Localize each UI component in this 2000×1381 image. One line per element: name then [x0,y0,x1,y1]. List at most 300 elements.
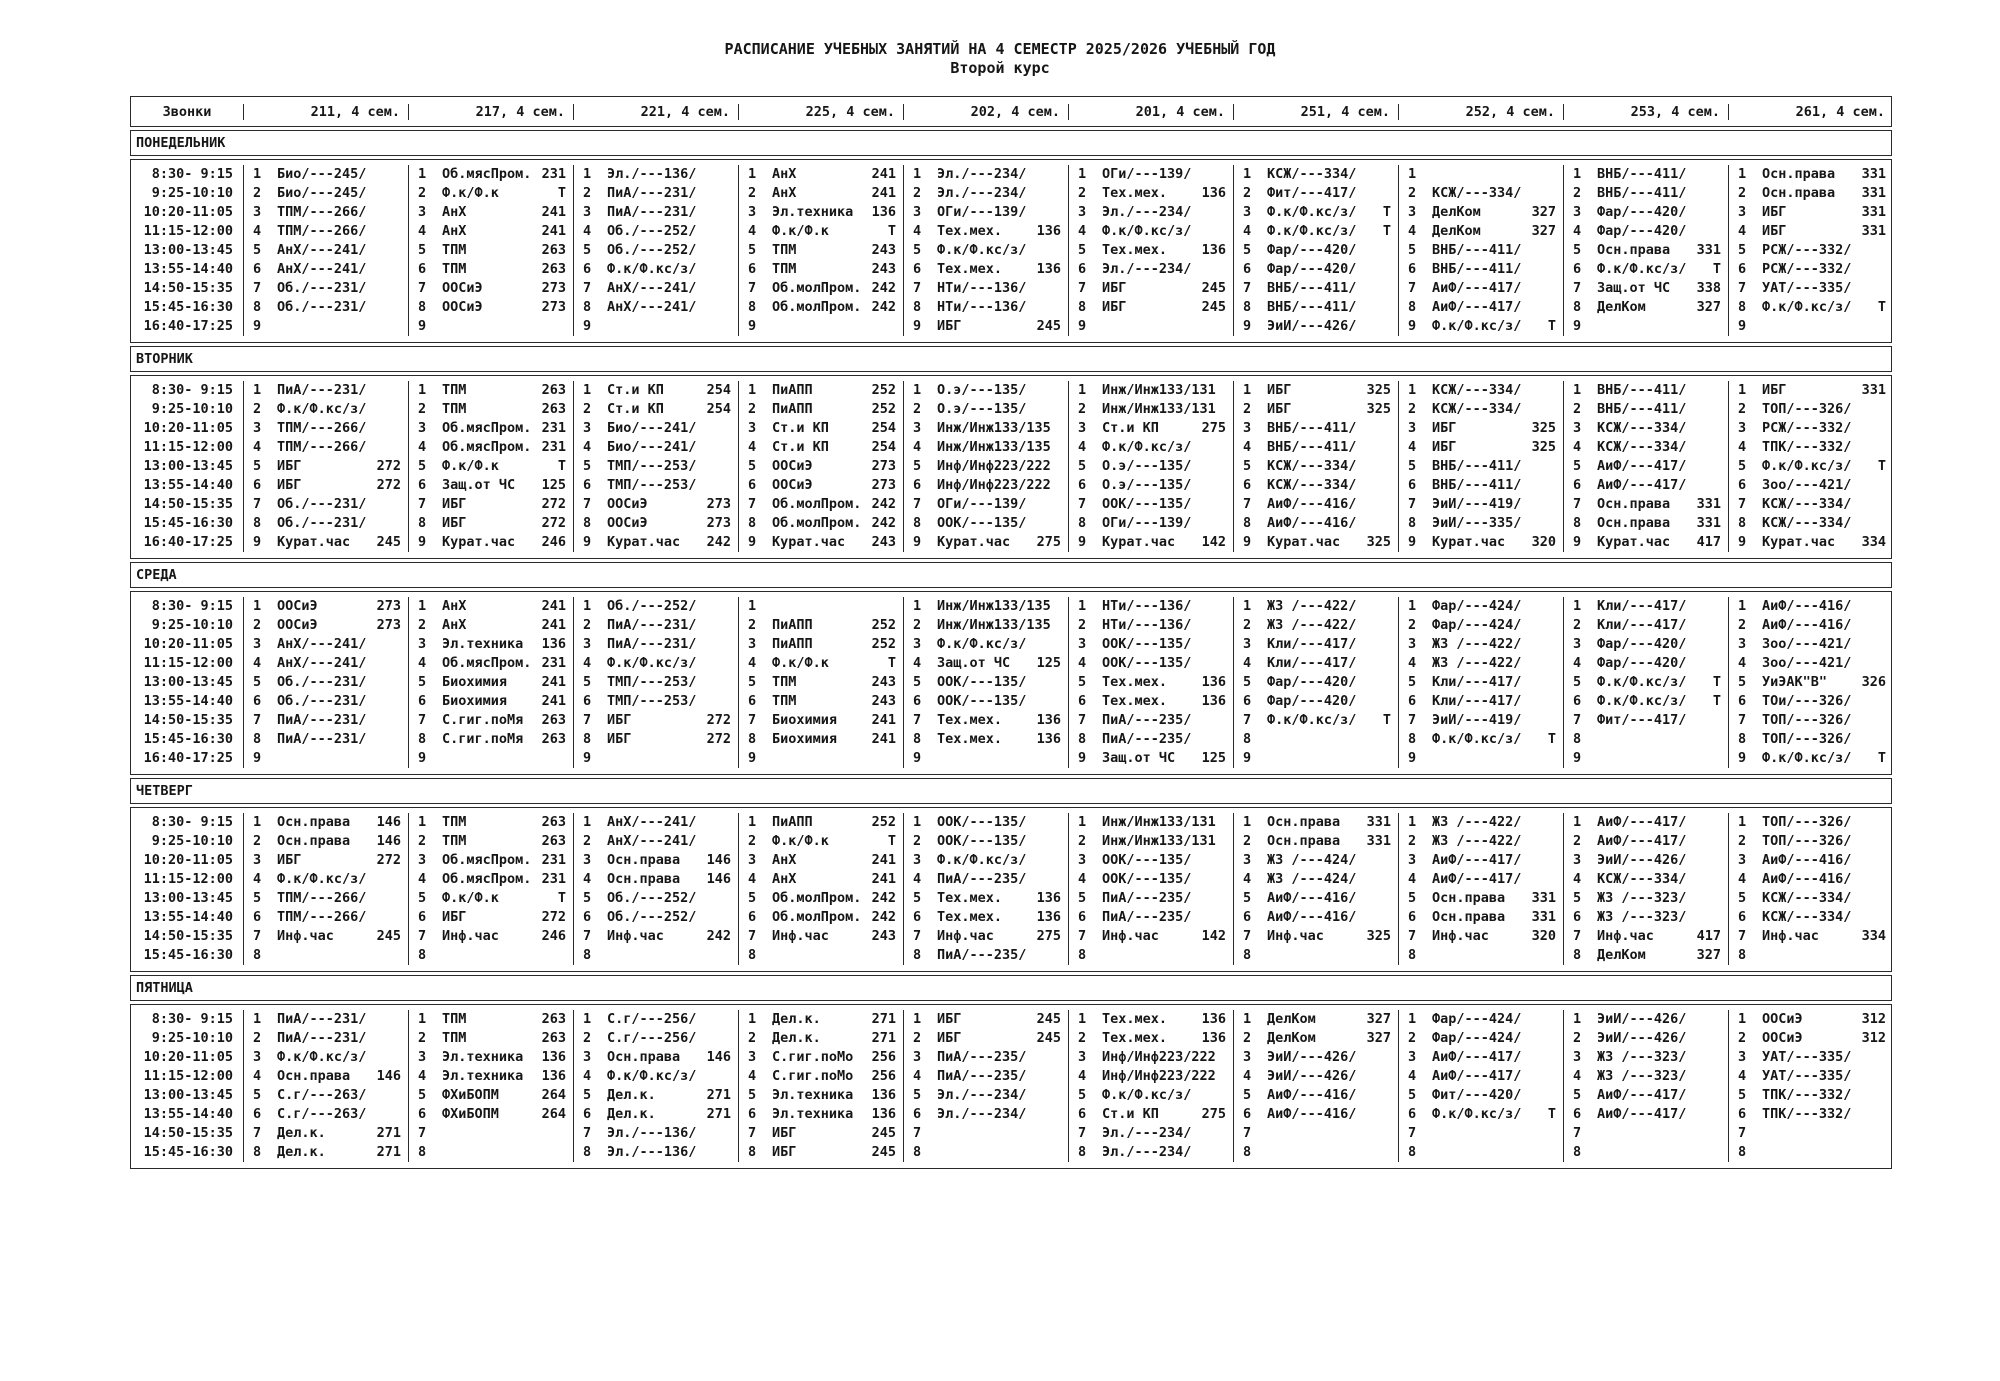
lesson-subject: О.э/---135/ [937,382,1027,398]
lesson-room: 325 [1531,439,1556,455]
lesson-cell [573,673,738,692]
lesson-cell [1233,317,1398,336]
lesson-cell [1068,476,1233,495]
lesson-subject: ТПМ/---266/ [277,909,367,925]
lesson-cell [243,381,408,400]
lesson-subject: АиФ/---416/ [1267,515,1357,531]
period-number: 4 [913,655,922,671]
period-number: 1 [913,1011,922,1027]
period-number: 5 [1738,1087,1747,1103]
period-number: 6 [1573,261,1582,277]
lesson-room: 263 [541,242,566,258]
lesson-subject: ТПК/---332/ [1762,1106,1852,1122]
lesson-cell [738,1143,903,1162]
period-number: 3 [1408,1049,1417,1065]
lesson-subject: Эл.техника [442,636,524,652]
period-number: 4 [1243,655,1252,671]
lesson-cell [1398,908,1563,927]
period-number: 1 [1078,598,1087,614]
lesson-room: 231 [541,166,566,182]
period-number: 3 [253,852,262,868]
period-number: 7 [1738,1125,1747,1141]
period-number: 5 [1078,1087,1087,1103]
lesson-subject: Фит/---420/ [1432,1087,1522,1103]
lesson-subject: ООК/---135/ [937,833,1027,849]
lesson-cell [408,1143,573,1162]
schedule-row [131,597,1891,616]
period-number: 4 [1738,655,1747,671]
lesson-cell [903,1143,1068,1162]
time-slot: 16:40-17:25 [143,318,233,334]
lesson-subject: ЭиИ/---419/ [1432,712,1522,728]
lesson-cell [1563,222,1728,241]
lesson-cell [243,165,408,184]
lesson-cell [738,927,903,946]
lesson-subject: Осн.права [1267,814,1341,830]
period-number: 3 [1573,420,1582,436]
lesson-room: Т [1382,223,1391,239]
period-number: 6 [1078,261,1087,277]
period-number: 3 [1408,204,1417,220]
lesson-cell [1728,851,1893,870]
lesson-room: 142 [1201,928,1226,944]
time-slot: 15:45-16:30 [143,299,233,315]
lesson-subject: Кли/---417/ [1432,693,1522,709]
lesson-subject: ПиА/---231/ [277,1030,367,1046]
period-number: 1 [1078,382,1087,398]
lesson-cell [1068,184,1233,203]
lesson-subject: Осн.права [1762,185,1836,201]
period-number: 9 [253,318,262,334]
lesson-subject: Ф.к/Ф.кс/з/ [1267,204,1357,220]
period-number: 1 [1078,814,1087,830]
period-number: 9 [1573,318,1582,334]
lesson-cell [903,1086,1068,1105]
period-number: 3 [1078,636,1087,652]
period-number: 3 [1573,852,1582,868]
time-slot: 11:15-12:00 [143,1068,233,1084]
period-number: 8 [913,731,922,747]
period-number: 9 [418,750,427,766]
lesson-subject: ПиА/---235/ [1102,909,1192,925]
lesson-cell [1398,260,1563,279]
period-number: 2 [1408,185,1417,201]
lesson-subject: Фар/---420/ [1267,674,1357,690]
schedule-row [131,317,1891,336]
lesson-cell [1068,400,1233,419]
lesson-room: 331 [1861,382,1886,398]
group-column-header-label: 253, 4 сем. [1630,103,1720,120]
lesson-subject: ТПМ [442,242,467,258]
period-number: 3 [1243,420,1252,436]
period-number: 2 [1573,185,1582,201]
lesson-cell [1728,222,1893,241]
period-number: 7 [913,280,922,296]
lesson-cell [1728,749,1893,768]
period-number: 2 [1738,185,1747,201]
period-number: 1 [1573,598,1582,614]
period-number: 7 [1573,712,1582,728]
lesson-subject: ДелКом [1432,204,1481,220]
period-number: 7 [1243,496,1252,512]
lesson-subject: Биохимия [442,693,508,709]
period-number: 7 [1243,928,1252,944]
lesson-room: 254 [871,420,896,436]
time-slot: 13:00-13:45 [143,458,233,474]
lesson-cell [903,654,1068,673]
lesson-cell [1563,1124,1728,1143]
lesson-cell [408,438,573,457]
lesson-subject: ЖЗ /---323/ [1597,1068,1687,1084]
period-number: 7 [1243,280,1252,296]
lesson-subject: Био/---245/ [277,166,367,182]
lesson-subject: Ст.и КП [607,382,664,398]
lesson-room: 325 [1366,382,1391,398]
lesson-cell [408,946,573,965]
period-number: 1 [1243,598,1252,614]
lesson-cell [1233,635,1398,654]
time-slot: 15:45-16:30 [143,515,233,531]
time-slot: 8:30- 9:15 [151,814,233,830]
period-number: 5 [913,674,922,690]
lesson-cell [1233,438,1398,457]
period-number: 8 [1573,1144,1582,1160]
lesson-room: 231 [541,420,566,436]
day-name: ПЯТНИЦА [136,980,193,996]
lesson-subject: ТОП/---326/ [1762,833,1852,849]
lesson-cell [1563,400,1728,419]
lesson-subject: АнХ/---241/ [607,299,697,315]
lesson-cell [573,495,738,514]
schedule-row [131,635,1891,654]
lesson-subject: ИБГ [277,458,302,474]
lesson-subject: Фар/---420/ [1597,204,1687,220]
period-number: 6 [253,261,262,277]
lesson-cell [1068,597,1233,616]
lesson-cell [1728,400,1893,419]
period-number: 6 [748,477,757,493]
period-number: 1 [748,1011,757,1027]
lesson-cell [1068,1048,1233,1067]
lesson-subject: ООК/---135/ [1102,871,1192,887]
lesson-cell [243,476,408,495]
lesson-cell [1068,927,1233,946]
period-number: 6 [1243,693,1252,709]
lesson-cell [738,165,903,184]
period-number: 1 [583,598,592,614]
period-number: 2 [1078,1030,1087,1046]
lesson-cell [738,1048,903,1067]
period-number: 6 [418,261,427,277]
lesson-cell [1233,241,1398,260]
lesson-cell [408,1029,573,1048]
period-number: 4 [1078,223,1087,239]
lesson-cell [1233,813,1398,832]
lesson-subject: Ф.к/Ф.к [772,223,829,239]
lesson-cell [573,381,738,400]
period-number: 8 [1738,515,1747,531]
lesson-subject: Эл./---136/ [607,166,697,182]
lesson-cell [1563,476,1728,495]
period-number: 8 [583,947,592,963]
period-number: 6 [1243,477,1252,493]
lesson-room: 334 [1861,534,1886,550]
lesson-room: 331 [1861,204,1886,220]
lesson-cell [903,1105,1068,1124]
lesson-cell [1068,241,1233,260]
lesson-cell [1398,381,1563,400]
period-number: 2 [1738,401,1747,417]
lesson-cell [243,654,408,673]
lesson-subject: ООСиЭ [277,598,318,614]
lesson-room: 325 [1366,928,1391,944]
lesson-cell [408,851,573,870]
lesson-cell [573,851,738,870]
schedule-row [131,851,1891,870]
period-number: 6 [418,477,427,493]
lesson-cell [573,908,738,927]
lesson-subject: Осн.права [277,833,351,849]
period-number: 3 [1243,204,1252,220]
lesson-room: 320 [1531,534,1556,550]
schedule-row [131,165,1891,184]
period-number: 7 [1408,928,1417,944]
schedule-row [131,673,1891,692]
period-number: 2 [1408,1030,1417,1046]
lesson-cell [573,260,738,279]
period-number: 8 [1243,731,1252,747]
period-number: 8 [583,515,592,531]
lesson-room: 242 [871,890,896,906]
lesson-room: 136 [1036,731,1061,747]
period-number: 4 [1243,223,1252,239]
period-number: 2 [1078,401,1087,417]
lesson-cell [408,203,573,222]
lesson-room: 331 [1531,909,1556,925]
schedule-row [131,222,1891,241]
schedule-row [131,692,1891,711]
lesson-cell [573,317,738,336]
lesson-cell [408,317,573,336]
lesson-cell [1563,889,1728,908]
lesson-subject: ПиА/---235/ [937,947,1027,963]
lesson-room: 256 [871,1049,896,1065]
lesson-subject: Об./---231/ [277,515,367,531]
lesson-subject: УАТ/---335/ [1762,280,1852,296]
lesson-subject: АнХ [772,166,797,182]
period-number: 7 [1738,712,1747,728]
period-number: 2 [748,617,757,633]
lesson-subject: ПиА/---231/ [607,617,697,633]
lesson-room: 242 [871,515,896,531]
lesson-subject: ВНБ/---411/ [1432,458,1522,474]
lesson-cell [243,279,408,298]
lesson-subject: ПиАПП [772,814,813,830]
lesson-subject: Зоо/---421/ [1762,636,1852,652]
lesson-cell [1233,616,1398,635]
day-name: СРЕДА [136,567,177,583]
lesson-subject: Инф.час [1267,928,1324,944]
period-number: 3 [913,852,922,868]
lesson-cell [408,419,573,438]
lesson-cell [408,730,573,749]
lesson-subject: ООСиЭ [772,477,813,493]
lesson-subject: Курат.час [442,534,516,550]
period-number: 1 [748,814,757,830]
lesson-subject: Био/---245/ [277,185,367,201]
lesson-cell [1233,203,1398,222]
lesson-room: 275 [1036,534,1061,550]
lesson-subject: ЖЗ /---422/ [1432,833,1522,849]
period-number: 3 [418,204,427,220]
period-number: 4 [418,1068,427,1084]
period-number: 1 [1738,382,1747,398]
group-column-header-label: 251, 4 сем. [1300,103,1390,120]
lesson-room: 338 [1696,280,1721,296]
lesson-cell [1563,908,1728,927]
lesson-subject: Инф/Инф223/222 [937,477,1051,493]
lesson-subject: ТПМ/---266/ [277,439,367,455]
period-number: 2 [1243,833,1252,849]
lesson-cell [903,400,1068,419]
lesson-cell [1233,908,1398,927]
lesson-room: 263 [541,1030,566,1046]
lesson-cell [573,597,738,616]
lesson-subject: ИБГ [772,1125,797,1141]
period-number: 2 [583,833,592,849]
period-number: 5 [1408,890,1417,906]
lesson-room: 252 [871,636,896,652]
lesson-room: Т [1547,731,1556,747]
period-number: 3 [1078,1049,1087,1065]
lesson-cell [1068,419,1233,438]
period-number: 2 [253,185,262,201]
period-number: 5 [1243,674,1252,690]
period-number: 7 [583,712,592,728]
lesson-cell [903,597,1068,616]
lesson-cell [1563,692,1728,711]
period-number: 2 [913,1030,922,1046]
period-number: 7 [1408,712,1417,728]
period-number: 2 [1078,833,1087,849]
period-number: 2 [418,401,427,417]
period-number: 8 [1573,299,1582,315]
lesson-room: 245 [376,534,401,550]
period-number: 1 [1243,382,1252,398]
lesson-cell [243,851,408,870]
period-number: 8 [1408,731,1417,747]
lesson-subject: Эл./---234/ [1102,261,1192,277]
lesson-subject: Ф.к/Ф.кс/з/ [1597,693,1687,709]
lesson-cell [1398,1086,1563,1105]
lesson-cell [1233,749,1398,768]
time-slot: 15:45-16:30 [143,1144,233,1160]
lesson-cell [1398,165,1563,184]
lesson-room: 327 [1531,204,1556,220]
group-column-header-label: 201, 4 сем. [1135,103,1225,120]
period-number: 9 [913,534,922,550]
lesson-room: 327 [1696,947,1721,963]
lesson-cell [903,260,1068,279]
lesson-subject: Об.мясПром. [442,852,532,868]
period-number: 7 [913,1125,922,1141]
lesson-cell [1398,184,1563,203]
lesson-subject: АиФ/---416/ [1762,617,1852,633]
period-number: 1 [913,382,922,398]
period-number: 4 [418,439,427,455]
group-column-header-225 [738,104,903,120]
lesson-subject: Фар/---424/ [1432,617,1522,633]
period-number: 9 [1078,534,1087,550]
lesson-room: 242 [871,909,896,925]
lesson-cell [1068,1067,1233,1086]
time-slot: 14:50-15:35 [143,712,233,728]
lesson-cell [903,165,1068,184]
lesson-subject: С.г/---256/ [607,1011,697,1027]
lesson-subject: Об./---231/ [277,674,367,690]
lesson-subject: Тех.мех. [937,261,1003,277]
lesson-subject: С.г/---263/ [277,1087,367,1103]
time-slot: 14:50-15:35 [143,928,233,944]
day-name: ВТОРНИК [136,351,193,367]
period-number: 3 [1243,852,1252,868]
period-number: 5 [1408,674,1417,690]
period-number: 8 [1243,1144,1252,1160]
lesson-subject: ПиАПП [772,636,813,652]
lesson-subject: Осн.права [277,1068,351,1084]
lesson-subject: Инф.час [1762,928,1819,944]
time-slot: 14:50-15:35 [143,1125,233,1141]
lesson-cell [1233,184,1398,203]
lesson-subject: Об./---231/ [277,299,367,315]
lesson-subject: ЭиИ/---335/ [1432,515,1522,531]
period-number: 7 [583,280,592,296]
lesson-subject: ТПМ [442,1011,467,1027]
time-slot: 11:15-12:00 [143,655,233,671]
lesson-cell [243,1124,408,1143]
lesson-room: 136 [541,1068,566,1084]
period-number: 3 [1738,420,1747,436]
lesson-subject: Защ.от ЧС [1102,750,1176,766]
lesson-subject: ЖЗ /---422/ [1432,655,1522,671]
lesson-cell [738,635,903,654]
period-number: 7 [253,712,262,728]
time-slot: 10:20-11:05 [143,420,233,436]
lesson-cell [573,946,738,965]
period-number: 2 [1408,833,1417,849]
lesson-subject: Осн.права [1597,242,1671,258]
period-number: 4 [1078,871,1087,887]
lesson-subject: Об.мясПром. [442,166,532,182]
lesson-subject: С.гиг.поМо [772,1068,854,1084]
lesson-subject: ИБГ [1102,299,1127,315]
lesson-room: 241 [541,204,566,220]
lesson-cell [573,184,738,203]
lesson-room: 136 [871,1087,896,1103]
lesson-cell [1233,1048,1398,1067]
period-number: 3 [253,420,262,436]
period-number: 7 [253,928,262,944]
day-section-label-wednesday [130,562,1892,588]
lesson-subject: НТи/---136/ [1102,598,1192,614]
lesson-room: 273 [871,477,896,493]
lesson-cell [573,1048,738,1067]
lesson-cell [738,1105,903,1124]
lesson-room: 331 [1366,814,1391,830]
period-number: 1 [1078,166,1087,182]
lesson-subject: ТПК/---332/ [1762,439,1852,455]
lesson-subject: ЭиИ/---419/ [1432,496,1522,512]
